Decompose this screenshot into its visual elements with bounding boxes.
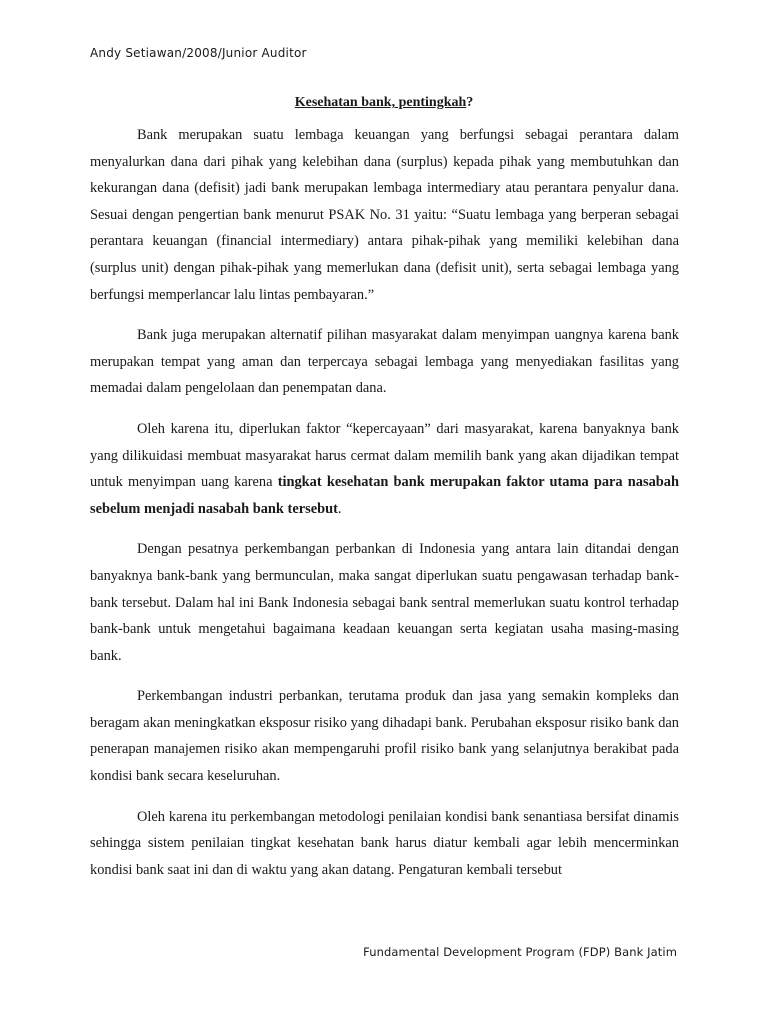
- page-header: Andy Setiawan/2008/Junior Auditor: [90, 46, 307, 60]
- paragraph-4: Dengan pesatnya perkembangan perbankan di Indonesia yang antara lain ditandai dengan banyaknya bank-bank yang bermunculan, maka sangat diperlukan suatu pengawasan terhadap bank-bank tersebut. Dalam hal ini Bank Indonesia sebagai bank sentral memerlukan suatu kontrol terhadap bank-bank untuk mengetahui bagaimana keadaan keuangan serta kegiatan usaha masing-masing bank.: [90, 541, 679, 664]
- document-title-text: Kesehatan bank, pentingkah: [294, 95, 467, 110]
- paragraph-5: Perkembangan industri perbankan, terutama produk dan jasa yang semakin kompleks dan beragam akan meningkatkan eksposur risiko yang dihadapi bank. Perubahan eksposur risiko bank dan penerapan manajemen risiko akan mempengaruhi profil risiko bank yang selanjutnya berakibat pada kondisi bank secara keseluruhan.: [90, 688, 679, 785]
- document-title-question-mark: ?: [466, 95, 474, 110]
- page-footer: Fundamental Development Program (FDP) Bank Jatim: [363, 945, 677, 959]
- paragraph-3-bold-text: tingkat kesehatan bank merupakan faktor utama para nasabah sebelum menjadi nasabah bank tersebut: [90, 474, 679, 517]
- document-body: [90, 122, 679, 883]
- document-title: [0, 94, 768, 112]
- paragraph-3: [90, 416, 679, 522]
- paragraph-3-text: Oleh karena itu, diperlukan faktor “kepercayaan” dari masyarakat, karena banyaknya bank yang dilikuidasi membuat masyarakat harus cermat dalam memilih bank yang akan dijadikan tempat untuk menyimpan uang karena: [90, 420, 679, 491]
- paragraph-3-end: .: [337, 500, 342, 517]
- paragraph-2: Bank juga merupakan alternatif pilihan masyarakat dalam menyimpan uangnya karena bank merupakan tempat yang aman dan terpercaya sebagai lembaga yang menyediakan fasilitas yang memadai dalam pengelolaan dan penempatan dana.: [90, 327, 679, 397]
- paragraph-1: Bank merupakan suatu lembaga keuangan yang berfungsi sebagai perantara dalam menyalurkan dana dari pihak yang kelebihan dana (surplus) kepada pihak yang membutuhkan dan kekurangan dana (defisit) jadi bank merupakan lembaga intermediary atau perantara penyalur dana. Sesuai dengan pengertian bank menurut PSAK No. 31 yaitu: “Suatu lembaga yang berperan sebagai perantara keuangan (financial intermediary) antara pihak-pihak yang memiliki kelebihan dana (surplus unit) dengan pihak-pihak yang memerlukan dana (defisit unit), serta sebagai lembaga yang berfungsi memperlancar lalu lintas pembayaran.”: [90, 127, 679, 303]
- paragraph-6: Oleh karena itu perkembangan metodologi penilaian kondisi bank senantiasa bersifat dinamis sehingga sistem penilaian tingkat kesehatan bank harus diatur kembali agar lebih mencerminkan kondisi bank saat ini dan di waktu yang akan datang. Pengaturan kembali tersebut: [90, 808, 679, 878]
